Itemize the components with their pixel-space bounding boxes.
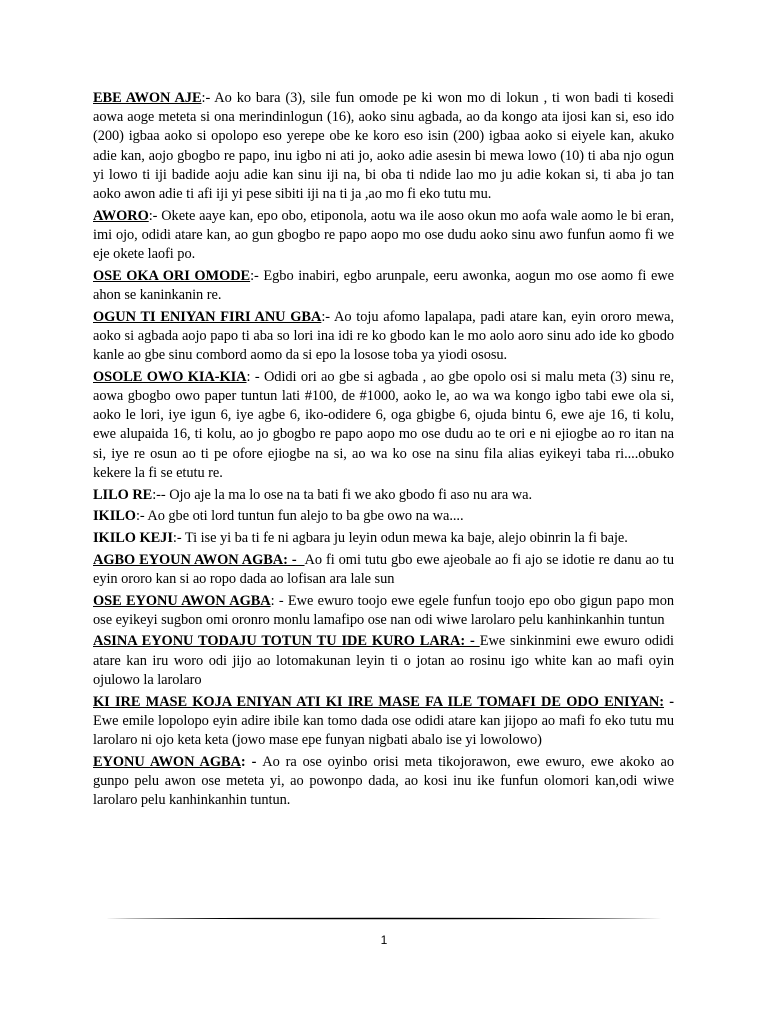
paragraph-dash: : - xyxy=(240,753,263,770)
paragraph-osole-owo xyxy=(93,368,674,483)
paragraph-text: :- Ao toju afomo lapalapa, padi atare kan, eyin ororo mewa, aoko si agbada aojo papo ti aba so lori ina idi re ko gbodo kan le mo aolo aoro sinu ado ide ko gbodo kanle ao gbe sinu combord aomo da si epo la losose toba ya yiodi ososu. xyxy=(93,308,674,364)
paragraph-text: Ewe sinkinmini ewe ewuro odidi atare kan iru woro odi jijo ao lotomakunan leyin ti o jotan ao rosinu igo white kan ao mafi oyin ojulowo la larolaro xyxy=(93,633,674,688)
paragraph-text: :-- Ojo aje la ma lo ose na ta bati fi we ako gbodo fi aso nu ara wa. xyxy=(152,486,533,503)
paragraph-heading: IKILO KEJI xyxy=(93,529,173,546)
paragraph-text: :- Ti ise yi ba ti fe ni agbara ju leyin odun mewa ka baje, alejo obinrin la fi baje. xyxy=(172,529,628,546)
paragraph-heading: IKILO xyxy=(93,508,136,525)
document-body xyxy=(93,89,674,813)
paragraph-text: Ao fi omi tutu gbo ewe ajeobale ao fi ajo se idotie re danu ao tu eyin ororo kan si ao ropo dada ao lofisan ara lale sun xyxy=(93,551,675,587)
paragraph-ki-ire-mase xyxy=(93,693,674,751)
page-number: 1 xyxy=(380,933,388,947)
paragraph-heading: LILO RE xyxy=(93,486,153,503)
footer-divider xyxy=(105,917,662,920)
paragraph-text: : - Ewe ewuro toojo ewe egele funfun toojo epo obo gigun papo mon ose eyikeyi sugbon omi oronro monlu lamafipo ose nan odi wiwe larolaro pelu kanhinkanhin tuntun xyxy=(93,592,674,628)
paragraph-heading: EYONU AWON AGBA xyxy=(93,753,241,770)
paragraph-agbo-eyoun xyxy=(93,551,674,589)
paragraph-text: :- Ao ko bara (3), sile fun omode pe ki won mo di lokun , ti won badi ti kosedi aowa aoge meteta si ona merindinlogun (16), aoko sinu agbada, ao da kongo ata ijosi kan si, eso ido (200) igbaa aoko si opolopo eso yerepe obe ke koro eso isin (200) igbaa aoko si eiyele kan, akuko adie kan, aojo gbogbo re papo, inu igbo ni ati jo, aoko adie asesin bi mewa lowo (10) ti aba njo ogun yi lowo ti iji badide aoju adie kan sinu iji na, bi oba ti ndide lao mo ju adie kokan si, ti aba jo tan aoko awon adie ti afi iji yi pese sibiti iji na ti ja ,ao mo fi eko tutu mu. xyxy=(93,90,674,203)
paragraph-ogun-ti-eniyan xyxy=(93,308,674,366)
paragraph-ose-eyonu xyxy=(93,592,674,630)
paragraph-text: :- Ao gbe oti lord tuntun fun alejo to ba gbe owo na wa.... xyxy=(135,508,464,525)
paragraph-lilo-re xyxy=(93,486,674,505)
paragraph-aworo xyxy=(93,207,674,265)
paragraph-text: Ao ra ose oyinbo orisi meta tikojorawon, ewe ewuro, ewe akoko ao gunpo pelu awon ose meteta yi, ao powonpo dada, ao kosi inu ike funfun olomori kan,odi wiwe larolaro pelu kanhinkanhin tuntun. xyxy=(93,753,674,809)
paragraph-heading: AWORO xyxy=(93,207,149,224)
paragraph-asina-eyonu xyxy=(93,632,674,690)
paragraph-ose-oka-ori-omode xyxy=(93,267,674,305)
paragraph-eyonu-awon-agba xyxy=(93,753,674,811)
paragraph-dash: - xyxy=(663,693,674,710)
paragraph-heading: ASINA EYONU TODAJU TOTUN TU IDE KURO LARA: - xyxy=(93,633,480,650)
paragraph-heading: OSE EYONU AWON AGBA xyxy=(93,592,271,609)
paragraph-heading: OSOLE OWO KIA-KIA xyxy=(93,368,247,385)
paragraph-ikilo-keji xyxy=(93,529,674,548)
paragraph-ikilo xyxy=(93,507,674,526)
paragraph-heading: KI IRE MASE KOJA ENIYAN ATI KI IRE MASE FA ILE TOMAFI DE ODO ENIYAN: xyxy=(93,693,664,710)
paragraph-text: : - Odidi ori ao gbe si agbada , ao gbe opolo osi si malu meta (3) sinu re, aowa gbogbo owo paper tuntun lati #100, de #1000, aoko le, ao wa wa kongo igbo tabi ewe ola si, aoko le lori, iye igun 6, iye agbe 6, iko-odidere 6, oga gbigbe 6, ojuda bintu 6, ewe aje 16, ti kolu, ewe alupaida 16, ti kolu, ao jo gbogbo re papo aopo mo ose dudu ao te ori e ni ejiogbe ao ro itan na si, iye re osun ao ti pe ofore ejiogbe na si, ao wa ko ose na sinu fila alias eyikeyi taba ri....obuko kekere la fi se etutu re. xyxy=(93,368,674,481)
paragraph-ebe-awon-aje xyxy=(93,89,674,204)
paragraph-heading: OSE OKA ORI OMODE xyxy=(93,267,251,284)
paragraph-text: Ewe emile lopolopo eyin adire ibile kan tomo dada ose odidi atare kan jijopo ao mafi fo eko tutu mu larolaro ni ojo keta keta (jowo mase epe funyan nigbati abalo ise yi lowolowo) xyxy=(93,712,674,748)
paragraph-heading: EBE AWON AJE xyxy=(93,90,202,106)
paragraph-text: :- Egbo inabiri, egbo arunpale, eeru awonka, aogun mo ose aomo fi ewe ahon se kaninkanin re. xyxy=(93,267,674,304)
paragraph-heading: AGBO EYOUN AWON AGBA: - xyxy=(93,551,305,568)
paragraph-heading: OGUN TI ENIYAN FIRI ANU GBA xyxy=(93,308,322,325)
paragraph-text: :- Okete aaye kan, epo obo, etiponola, aotu wa ile aoso okun mo aofa wale aomo le bi eran, imi ojo, odidi atare kan, ao gun gbogbo re papo aopo mo ose dudu aoko sinu awo funfun aomo fi we eje okete laofi po. xyxy=(93,207,674,263)
